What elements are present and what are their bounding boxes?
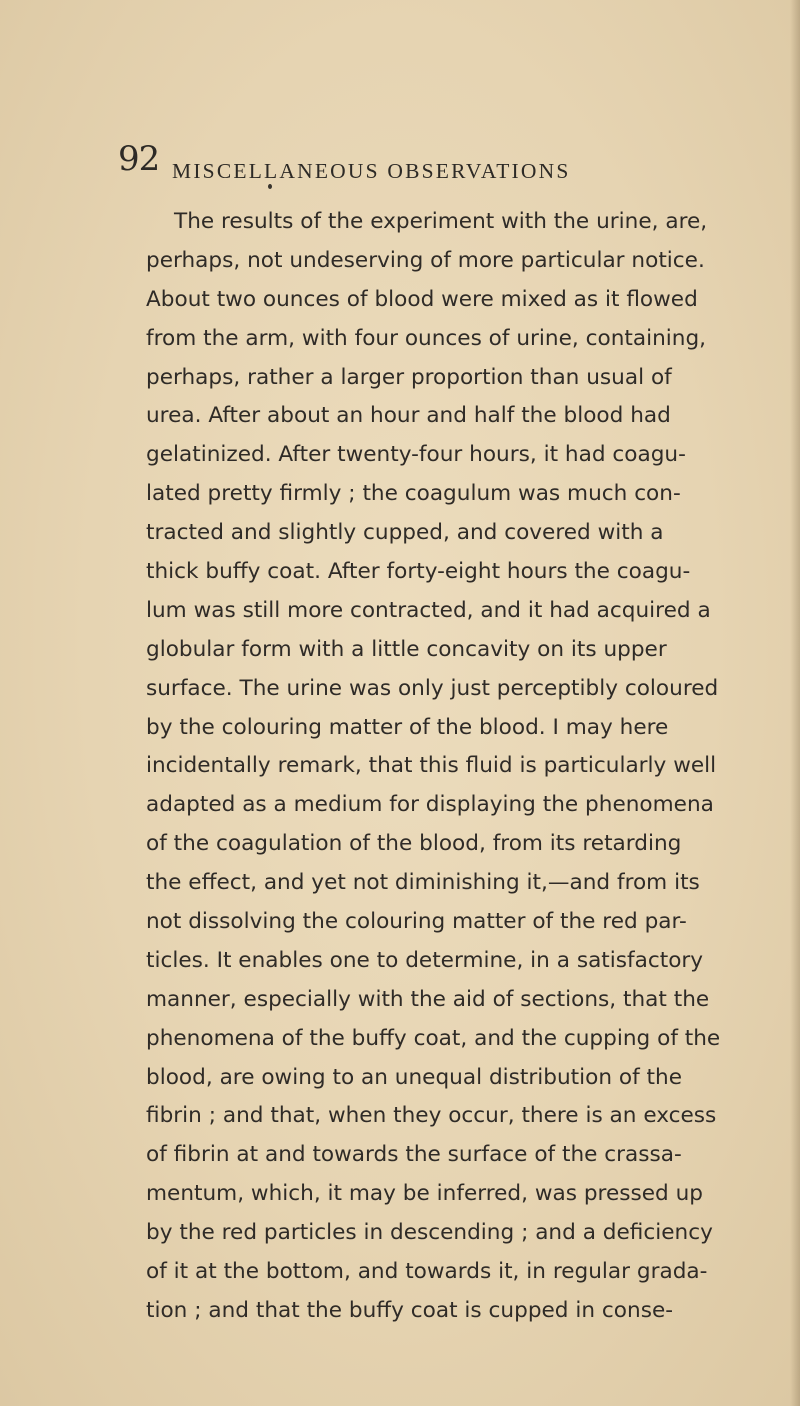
text-line: phenomena of the buffy coat, and the cupping of the <box>146 1025 721 1051</box>
text-line: manner, especially with the aid of sections, that the <box>146 986 710 1012</box>
text-line: The results of the experiment with the urine, are, <box>174 209 708 234</box>
ink-speck <box>268 184 272 189</box>
text-line: lated pretty firmly ; the coagulum was much con- <box>146 481 681 507</box>
text-line: perhaps, not undeserving of more particular notice. <box>146 247 705 273</box>
text-line: of it at the bottom, and towards it, in regular grada- <box>146 1259 708 1285</box>
text-line: mentum, which, it may be inferred, was pressed up <box>146 1181 703 1207</box>
text-line: from the arm, with four ounces of urine, containing, <box>146 325 707 351</box>
text-line: globular form with a little concavity on its upper <box>146 636 667 662</box>
text-line: ticles. It enables one to determine, in a satisfactory <box>146 947 704 973</box>
text-line: fibrin ; and that, when they occur, there is an excess <box>146 1103 717 1129</box>
text-line: tion ; and that the buffy coat is cupped in conse- <box>146 1297 674 1323</box>
text-line: the effect, and yet not diminishing it,—and from its <box>146 870 700 896</box>
running-head: MISCELLANEOUS OBSERVATIONS <box>172 159 571 183</box>
text-line: by the red particles in descending ; and a deficiency <box>146 1220 713 1246</box>
text-line: blood, are owing to an unequal distribution of the <box>146 1064 682 1090</box>
text-line: thick buffy coat. After forty-eight hours the coagu- <box>146 559 691 585</box>
text-line: gelatinized. After twenty-four hours, it had coagu- <box>146 442 686 468</box>
text-line: lum was still more contracted, and it had acquired a <box>146 597 711 623</box>
body-paragraph <box>146 203 721 1331</box>
text-line: not dissolving the colouring matter of the red par- <box>146 909 687 935</box>
text-line: tracted and slightly cupped, and covered with a <box>146 520 664 546</box>
text-line: urea. After about an hour and half the blood had <box>146 403 671 429</box>
text-line: of the coagulation of the blood, from its retarding <box>146 831 682 857</box>
text-line: surface. The urine was only just perceptibly coloured <box>146 675 719 701</box>
text-line: perhaps, rather a larger proportion than usual of <box>146 364 672 390</box>
text-line: adapted as a medium for displaying the phenomena <box>146 792 714 818</box>
text-line: by the colouring matter of the blood. I may here <box>146 714 669 740</box>
text-line: About two ounces of blood were mixed as it flowed <box>146 286 698 312</box>
page-number: 92 <box>118 139 160 179</box>
text-line: incidentally remark, that this fluid is particularly well <box>146 753 717 779</box>
text-line: of fibrin at and towards the surface of the crassa- <box>146 1142 682 1168</box>
page-edge-shadow <box>790 0 800 1406</box>
